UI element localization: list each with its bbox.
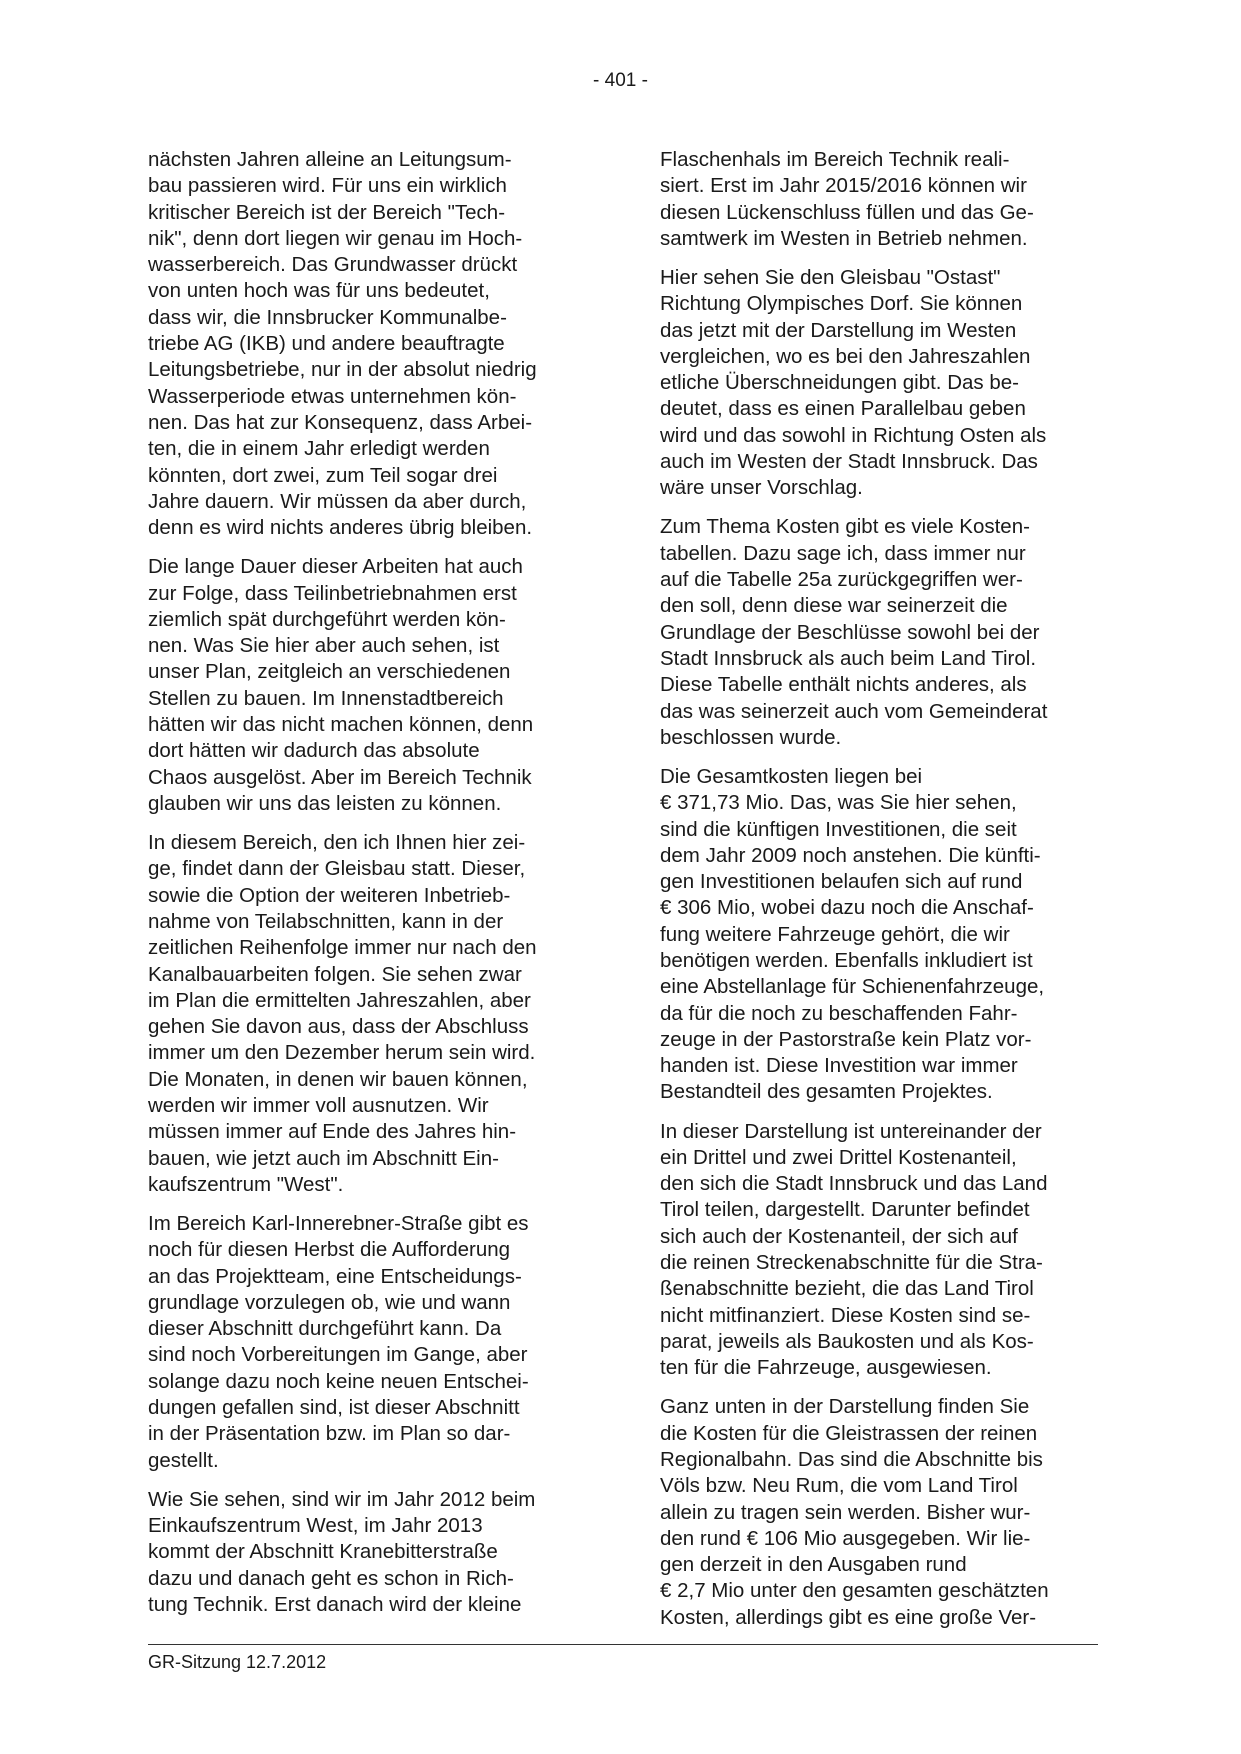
text-line: zur Folge, dass Teilinbetriebnahmen erst — [148, 581, 517, 605]
text-line: Kanalbauarbeiten folgen. Sie sehen zwar — [148, 962, 522, 986]
text-line: den sich die Stadt Innsbruck und das Land — [660, 1172, 1048, 1196]
text-line: dort hätten wir dadurch das absolute — [148, 739, 480, 763]
text-line: Die Gesamtkosten liegen bei — [660, 764, 923, 788]
text-line: eine Abstellanlage für Schienenfahrzeuge, — [660, 975, 1045, 999]
text-line: glauben wir uns das leisten zu können. — [148, 791, 502, 815]
text-line: das jetzt mit der Darstellung im Westen — [660, 318, 1017, 342]
text-line: parat, jeweils als Baukosten und als Kos- — [660, 1329, 1034, 1353]
text-line: siert. Erst im Jahr 2015/2016 können wir — [660, 174, 1027, 198]
text-line: Tirol teilen, dargestellt. Darunter befindet — [660, 1198, 1030, 1222]
text-line: grundlage vorzulegen ob, wie und wann — [148, 1290, 511, 1314]
text-line: Stellen zu bauen. Im Innenstadtbereich — [148, 686, 504, 710]
text-line: Wie Sie sehen, sind wir im Jahr 2012 beim — [148, 1487, 536, 1511]
text-line: den rund € 106 Mio ausgegeben. Wir lie- — [660, 1526, 1031, 1550]
paragraph — [148, 147, 588, 541]
text-line: Im Bereich Karl-Innerebner-Straße gibt es — [148, 1211, 529, 1235]
text-line: den soll, denn diese war seinerzeit die — [660, 594, 1008, 618]
text-line: nen. Was Sie hier aber auch sehen, ist — [148, 634, 500, 658]
text-line: bauen, wie jetzt auch im Abschnitt Ein- — [148, 1146, 499, 1170]
text-line: kritischer Bereich ist der Bereich "Tech- — [148, 200, 506, 224]
text-line: kommt der Abschnitt Kranebitterstraße — [148, 1540, 498, 1564]
text-line: gestellt. — [148, 1448, 219, 1472]
text-line: Die Monaten, in denen wir bauen können, — [148, 1067, 528, 1091]
text-line: werden wir immer voll ausnutzen. Wir — [148, 1093, 489, 1117]
text-line: sowie die Option der weiteren Inbetrieb- — [148, 883, 511, 907]
text-line: das was seinerzeit auch vom Gemeinderat — [660, 699, 1048, 723]
page-number: - 401 - — [593, 70, 648, 91]
text-line: Jahre dauern. Wir müssen da aber durch, — [148, 489, 527, 513]
text-line: dass wir, die Innsbrucker Kommunalbe- — [148, 305, 507, 329]
right-column — [660, 147, 1100, 1644]
text-line: bau passieren wird. Für uns ein wirklich — [148, 174, 507, 198]
text-line: Chaos ausgelöst. Aber im Bereich Technik — [148, 765, 532, 789]
text-line: Kosten, allerdings gibt es eine große Ver- — [660, 1605, 1037, 1629]
text-line: Stadt Innsbruck als auch beim Land Tirol. — [660, 646, 1037, 670]
text-line: fung weitere Fahrzeuge gehört, die wir — [660, 922, 1010, 946]
text-line: € 371,73 Mio. Das, was Sie hier sehen, — [660, 791, 1017, 815]
text-line: in der Präsentation bzw. im Plan so dar- — [148, 1422, 511, 1446]
text-line: € 2,7 Mio unter den gesamten geschätzten — [660, 1579, 1049, 1603]
text-line: wäre unser Vorschlag. — [660, 476, 863, 500]
text-line: zeitlichen Reihenfolge immer nur nach den — [148, 936, 537, 960]
text-line: könnten, dort zwei, zum Teil sogar drei — [148, 463, 498, 487]
text-line: In diesem Bereich, den ich Ihnen hier zei- — [148, 831, 526, 855]
text-line: Diese Tabelle enthält nichts anderes, als — [660, 673, 1027, 697]
text-line: tabellen. Dazu sage ich, dass immer nur — [660, 541, 1026, 565]
text-line: solange dazu noch keine neuen Entschei- — [148, 1369, 529, 1393]
text-line: müssen immer auf Ende des Jahres hin- — [148, 1120, 517, 1144]
text-line: etliche Überschneidungen gibt. Das be- — [660, 371, 1019, 395]
text-line: gen Investitionen belaufen sich auf rund — [660, 870, 1023, 894]
left-column — [148, 147, 588, 1631]
text-line: diesen Lückenschluss füllen und das Ge- — [660, 200, 1034, 224]
text-line: nicht mitfinanziert. Diese Kosten sind se- — [660, 1303, 1031, 1327]
text-line: unser Plan, zeitgleich an verschiedenen — [148, 660, 511, 684]
text-line: Regionalbahn. Das sind die Abschnitte bis — [660, 1447, 1043, 1471]
text-line: denn es wird nichts anderes übrig bleiben. — [148, 516, 533, 540]
text-line: benötigen werden. Ebenfalls inkludiert ist — [660, 949, 1033, 972]
text-line: Völs bzw. Neu Rum, die vom Land Tirol — [660, 1474, 1018, 1498]
text-line: triebe AG (IKB) und andere beauftragte — [148, 332, 505, 356]
text-line: dem Jahr 2009 noch anstehen. Die künfti- — [660, 843, 1041, 867]
text-line: ßenabschnitte bezieht, die das Land Tirol — [660, 1277, 1034, 1301]
text-line: immer um den Dezember herum sein wird. — [148, 1041, 536, 1065]
paragraph — [660, 1119, 1100, 1382]
paragraph — [148, 830, 588, 1198]
text-line: zeuge in der Pastorstraße kein Platz vor- — [660, 1027, 1032, 1051]
text-line: dazu und danach geht es schon in Rich- — [148, 1566, 514, 1590]
text-line: allein zu tragen sein werden. Bisher wur- — [660, 1500, 1031, 1524]
paragraph — [148, 1487, 588, 1618]
text-line: Richtung Olympisches Dorf. Sie können — [660, 292, 1023, 316]
text-line: In dieser Darstellung ist untereinander der — [660, 1119, 1042, 1143]
paragraph — [660, 1394, 1100, 1631]
text-line: Leitungsbetriebe, nur in der absolut niedrig — [148, 358, 537, 382]
text-line: samtwerk im Westen in Betrieb nehmen. — [660, 226, 1028, 250]
text-line: Bestandteil des gesamten Projektes. — [660, 1080, 993, 1104]
text-line: Einkaufszentrum West, im Jahr 2013 — [148, 1514, 483, 1538]
text-line: ge, findet dann der Gleisbau statt. Dieser, — [148, 857, 526, 881]
text-line: noch für diesen Herbst die Aufforderung — [148, 1238, 511, 1262]
text-line: ein Drittel und zwei Drittel Kostenanteil, — [660, 1145, 1017, 1169]
footer-session-date: GR-Sitzung 12.7.2012 — [148, 1652, 327, 1672]
text-line: sind noch Vorbereitungen im Gange, aber — [148, 1343, 528, 1367]
text-line: € 306 Mio, wobei dazu noch die Anschaf- — [660, 896, 1034, 920]
text-line: da für die noch zu beschaffenden Fahr- — [660, 1001, 1018, 1025]
text-line: Hier sehen Sie den Gleisbau "Ostast" — [660, 265, 1001, 289]
text-line: Grundlage der Beschlüsse sowohl bei der — [660, 620, 1040, 644]
paragraph — [660, 147, 1100, 252]
footer-divider — [148, 1644, 1098, 1645]
text-line: ten, die in einem Jahr erledigt werden — [148, 437, 490, 461]
text-line: vergleichen, wo es bei den Jahreszahlen — [660, 344, 1031, 368]
text-line: nächsten Jahren alleine an Leitungsum- — [148, 148, 512, 171]
text-line: ten für die Fahrzeuge, ausgewiesen. — [660, 1356, 992, 1380]
text-line: die Kosten für die Gleistrassen der reinen — [660, 1421, 1038, 1445]
text-line: nik", denn dort liegen wir genau im Hoch- — [148, 226, 523, 250]
text-line: sich auch der Kostenanteil, der sich auf — [660, 1224, 1018, 1248]
text-line: im Plan die ermittelten Jahreszahlen, aber — [148, 988, 531, 1012]
text-line: wird und das sowohl in Richtung Osten als — [660, 423, 1047, 447]
text-line: dieser Abschnitt durchgeführt kann. Da — [148, 1317, 502, 1341]
text-line: Wasserperiode etwas unternehmen kön- — [148, 384, 517, 408]
text-line: Ganz unten in der Darstellung finden Sie — [660, 1395, 1030, 1419]
text-line: ziemlich spät durchgeführt werden kön- — [148, 607, 506, 631]
paragraph — [660, 764, 1100, 1106]
text-line: tung Technik. Erst danach wird der kleine — [148, 1592, 522, 1616]
text-line: Flaschenhals im Bereich Technik reali- — [660, 148, 1010, 171]
text-line: nen. Das hat zur Konsequenz, dass Arbei- — [148, 410, 533, 434]
text-line: deutet, dass es einen Parallelbau geben — [660, 397, 1026, 421]
text-line: wasserbereich. Das Grundwasser drückt — [148, 253, 518, 277]
paragraph — [148, 1211, 588, 1474]
text-line: kaufszentrum "West". — [148, 1172, 344, 1196]
text-line: die reinen Streckenabschnitte für die Stra- — [660, 1251, 1043, 1275]
text-line: an das Projektteam, eine Entscheidungs- — [148, 1264, 522, 1288]
paragraph — [148, 554, 588, 817]
text-line: handen ist. Diese Investition war immer — [660, 1054, 1018, 1078]
text-line: hätten wir das nicht machen können, denn — [148, 713, 534, 737]
text-line: Zum Thema Kosten gibt es viele Kosten- — [660, 515, 1030, 539]
paragraph — [660, 265, 1100, 502]
text-line: beschlossen wurde. — [660, 725, 842, 749]
text-line: gehen Sie davon aus, dass der Abschluss — [148, 1015, 529, 1039]
text-line: nahme von Teilabschnitten, kann in der — [148, 909, 504, 933]
text-line: gen derzeit in den Ausgaben rund — [660, 1553, 967, 1577]
paragraph — [660, 514, 1100, 751]
text-line: auch im Westen der Stadt Innsbruck. Das — [660, 450, 1038, 474]
text-line: sind die künftigen Investitionen, die seit — [660, 817, 1017, 841]
text-line: von unten hoch was für uns bedeutet, — [148, 279, 490, 303]
text-line: dungen gefallen sind, ist dieser Abschnitt — [148, 1396, 520, 1420]
text-line: Die lange Dauer dieser Arbeiten hat auch — [148, 555, 523, 579]
text-line: auf die Tabelle 25a zurückgegriffen wer- — [660, 568, 1023, 592]
